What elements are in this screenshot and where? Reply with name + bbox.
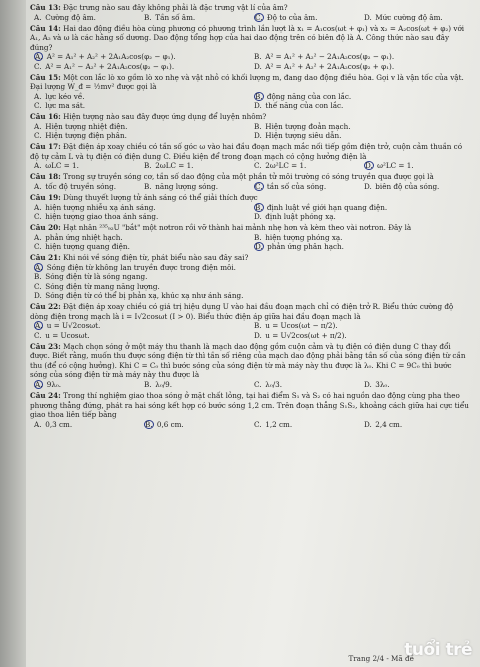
answer-option-d <box>360 420 470 430</box>
option-label: C. <box>34 281 42 291</box>
option-text: tần số của sóng. <box>266 181 327 191</box>
option-text: A² = A₁² − A₂² + 2A₁A₂cos(φ₂ − φ₁). <box>45 61 175 71</box>
answer-option-b <box>250 203 470 213</box>
option-text: năng lượng sóng. <box>155 181 219 191</box>
answer-options <box>30 182 470 192</box>
question-stem <box>30 342 470 380</box>
option-text: ωLC = 1. <box>45 161 79 171</box>
answer-options <box>30 321 470 340</box>
answer-option-b <box>140 182 250 192</box>
option-text: Hiện tượng siêu dẫn. <box>265 131 342 141</box>
newspaper-logo: tuổi trẻ <box>404 639 472 660</box>
option-text: Sóng điện từ không lan truyền được trong điện môi. <box>46 262 236 272</box>
question-text: Hiện tượng nào sau đây được ứng dụng để luyện nhôm? <box>63 112 267 122</box>
question-number: Câu 14: <box>30 23 61 33</box>
question-text: Đặt điện áp xoay chiều có giá trị hiệu dụng U vào hai đầu đoạn mạch chỉ có điện trở R. Biểu thức cường độ dòng điện trong mạch là i = I√2cosωt (I > 0). Biểu thức điện áp giữa hai đầu đoạn mạch là <box>30 302 454 321</box>
option-label: B. <box>144 12 152 22</box>
option-text: ω²LC = 1. <box>377 161 414 171</box>
question-16 <box>30 112 470 141</box>
option-text: A² = A₁² + A₂² + 2A₁A₂cos(φ₂ − φ₁). <box>46 52 176 62</box>
question-stem <box>30 391 470 420</box>
option-label: C. <box>255 12 263 22</box>
option-label: A. <box>35 321 43 331</box>
option-text: u = U√2cos(ωt + π/2). <box>265 330 347 340</box>
option-label: D. <box>365 161 373 171</box>
option-label: B. <box>144 379 152 389</box>
option-label: D. <box>254 61 262 71</box>
option-text: Độ to của âm. <box>266 12 318 22</box>
option-label: B. <box>145 419 153 429</box>
option-label: A. <box>34 161 42 171</box>
question-stem <box>30 3 470 13</box>
question-14 <box>30 24 470 72</box>
option-label: B. <box>254 232 262 242</box>
question-number: Câu 20: <box>30 223 61 233</box>
answer-option-a <box>30 263 470 273</box>
answer-option-c <box>30 282 470 292</box>
answer-options <box>30 52 470 71</box>
answer-option-d <box>250 101 470 111</box>
option-label: D. <box>254 330 262 340</box>
answer-option-d <box>360 380 470 390</box>
option-text: tốc độ truyền sóng. <box>45 181 116 191</box>
option-label: A. <box>34 91 42 101</box>
answer-options <box>30 263 470 301</box>
answer-option-d <box>360 13 470 23</box>
question-number: Câu 16: <box>30 112 61 122</box>
option-label: D. <box>364 379 372 389</box>
answer-options <box>30 13 470 23</box>
option-text: Mức cường độ âm. <box>375 12 443 22</box>
option-text: Tần số âm. <box>155 12 196 22</box>
answer-option-c <box>250 182 360 192</box>
answer-option-d <box>250 212 470 222</box>
option-text: định luật về giới hạn quang điện. <box>266 202 388 212</box>
option-label: A. <box>34 419 42 429</box>
answer-option-b <box>140 13 250 23</box>
option-text: hiện tượng giao thoa ánh sáng. <box>45 212 159 222</box>
option-label: D. <box>364 181 372 191</box>
option-text: biên độ của sóng. <box>375 181 440 191</box>
option-text: λ₀/9. <box>155 379 173 389</box>
question-text: Trong sự truyền sóng cơ, tần số dao động của một phần tử môi trường có sóng truyền qua được gọi là <box>63 172 434 182</box>
answer-option-a <box>30 13 140 23</box>
option-text: u = Ucosωt. <box>45 330 90 340</box>
option-label: B. <box>255 202 263 212</box>
option-label: C. <box>255 181 263 191</box>
question-stem <box>30 112 470 122</box>
answer-option-c <box>30 242 250 252</box>
option-label: D. <box>34 291 42 301</box>
answer-options <box>30 161 470 171</box>
answer-option-a <box>30 52 250 62</box>
question-20 <box>30 223 470 252</box>
answer-options <box>30 122 470 141</box>
option-label: C. <box>34 101 42 111</box>
question-text: Khi nói về sóng điện từ, phát biểu nào sau đây sai? <box>63 253 249 263</box>
question-number: Câu 24: <box>30 391 61 401</box>
answer-option-b <box>30 272 470 282</box>
option-text: lực ma sát. <box>45 101 86 111</box>
option-text: Sóng điện từ có thể bị phản xạ, khúc xạ như ánh sáng. <box>45 291 244 301</box>
question-stem <box>30 24 470 53</box>
answer-option-d <box>360 161 470 171</box>
option-text: hiện tượng phóng xạ. <box>265 232 343 242</box>
option-label: D. <box>364 419 372 429</box>
question-text: Đặt điện áp xoay chiều có tần số góc ω vào hai đầu đoạn mạch mắc nối tiếp gồm điện trở, cuộn cảm thuần có độ tự cảm L và tụ điện có điện dung C. Điều kiện để trong đoạn mạch có cộng hưởng điện là <box>30 142 463 161</box>
page-footer: Trang 2/4 - Mã đề <box>348 653 414 663</box>
option-label: B. <box>255 91 263 101</box>
question-19 <box>30 193 470 222</box>
question-stem <box>30 193 470 203</box>
question-text: Một con lắc lò xo gồm lò xo nhẹ và vật nhỏ có khối lượng m, đang dao động điều hòa. Gọi v là vận tốc của vật. Đại lượng W_đ = ½mv² được gọi là <box>30 72 464 92</box>
answer-option-a <box>30 233 250 243</box>
option-label: C. <box>34 212 42 222</box>
answer-option-c <box>30 131 250 141</box>
answer-option-b <box>140 380 250 390</box>
answer-option-b <box>250 92 470 102</box>
answer-option-c <box>30 62 250 72</box>
question-stem <box>30 223 470 233</box>
answer-options <box>30 420 470 430</box>
option-text: 0,6 cm. <box>156 419 184 429</box>
question-stem <box>30 172 470 182</box>
option-text: 0,3 cm. <box>45 419 73 429</box>
question-18 <box>30 172 470 191</box>
option-text: u = U√2cosωt. <box>46 321 101 331</box>
option-label: D. <box>254 101 262 111</box>
option-text: thế năng của con lắc. <box>265 101 344 111</box>
question-number: Câu 17: <box>30 142 61 152</box>
question-number: Câu 18: <box>30 172 61 182</box>
option-label: B. <box>254 321 262 331</box>
option-label: C. <box>34 61 42 71</box>
option-text: 2ωLC = 1. <box>155 161 194 171</box>
answer-option-c <box>30 212 250 222</box>
question-23 <box>30 342 470 390</box>
answer-option-a <box>30 420 140 430</box>
option-label: C. <box>254 419 262 429</box>
question-number: Câu 15: <box>30 72 61 82</box>
option-label: B. <box>144 181 152 191</box>
question-text: Trong thí nghiệm giao thoa sóng ở mặt chất lỏng, tại hai điểm S₁ và S₂ có hai nguồn dao động cùng pha theo phương thẳng đứng, phát ra hai sóng kết hợp có bước sóng 1,2 cm. Trên đoạn thẳng S₁S₂, khoảng cách giữa hai cực tiểu giao thoa liên tiếp bằng <box>30 391 469 420</box>
answer-option-b <box>250 233 470 243</box>
option-text: Hiện tượng đoản mạch. <box>265 121 351 131</box>
answer-option-b <box>140 420 250 430</box>
answer-options <box>30 203 470 222</box>
question-text: Dùng thuyết lượng tử ánh sáng có thể giải thích được <box>63 193 258 203</box>
option-label: D. <box>255 242 263 252</box>
question-13 <box>30 3 470 22</box>
question-24 <box>30 391 470 429</box>
option-label: D. <box>254 131 262 141</box>
answer-option-b <box>250 122 470 132</box>
option-text: Sóng điện từ mang năng lượng. <box>45 281 160 291</box>
answer-option-a <box>30 122 250 132</box>
option-label: B. <box>254 121 262 131</box>
option-label: C. <box>34 242 42 252</box>
question-text: Mạch chọn sóng ở một máy thu thanh là mạch dao động gồm cuộn cảm và tụ điện có điện dung C thay đổi được. Biết rằng, muốn thu được sóng điện từ thì tần số riêng của mạch dao động phải bằng tần số của sóng điện từ cần thu (để có cộng hưởng). Khi C = C₀ thì bước sóng của sóng điện từ mà máy này thu được là λ₀. Khi C = 9C₀ thì bước sóng của sóng điện từ mà máy này thu được là <box>30 341 466 380</box>
question-15 <box>30 73 470 111</box>
answer-option-b <box>250 52 470 62</box>
answer-option-d <box>250 331 470 341</box>
answer-option-d <box>250 242 470 252</box>
answer-options <box>30 233 470 252</box>
question-number: Câu 13: <box>30 3 61 12</box>
option-text: 3λ₀. <box>375 379 390 389</box>
question-17 <box>30 142 470 171</box>
answer-option-a <box>30 380 140 390</box>
question-number: Câu 19: <box>30 193 61 203</box>
question-stem <box>30 142 470 161</box>
answer-option-a <box>30 321 250 331</box>
question-stem <box>30 253 470 263</box>
answer-option-a <box>30 92 250 102</box>
answer-option-c <box>250 161 360 171</box>
answer-option-c <box>250 13 360 23</box>
option-text: Hiện tượng điện phân. <box>45 131 127 141</box>
option-text: 9λ₀. <box>46 379 62 389</box>
page-edge-shadow <box>0 0 26 667</box>
question-stem <box>30 73 470 92</box>
option-label: C. <box>34 330 42 340</box>
answer-options <box>30 380 470 390</box>
option-label: A. <box>34 202 42 212</box>
answer-option-d <box>360 182 470 192</box>
option-label: D. <box>254 212 262 222</box>
option-text: Hiện tượng nhiệt điện. <box>45 121 128 131</box>
option-text: A² = A₁² + A₂² + 2A₁A₂cos(φ₂ + φ₁). <box>265 61 395 71</box>
answer-option-c <box>30 331 250 341</box>
option-label: A. <box>34 181 42 191</box>
question-22 <box>30 302 470 340</box>
answer-options <box>30 92 470 111</box>
option-text: động năng của con lắc. <box>266 91 352 101</box>
answer-option-c <box>250 420 360 430</box>
question-number: Câu 23: <box>30 341 61 351</box>
question-21 <box>30 253 470 301</box>
answer-option-a <box>30 203 250 213</box>
question-text: Hạt nhân ²³⁵₉₂U "bắt" một nơtron rồi vỡ thành hai mảnh nhẹ hơn và kèm theo vài nơtron. Đây là <box>63 223 412 233</box>
option-text: 2ω²LC = 1. <box>265 161 307 171</box>
option-text: lực kéo về. <box>45 91 85 101</box>
option-label: A. <box>34 232 42 242</box>
option-label: B. <box>34 272 42 282</box>
option-text: A² = A₁² + A₂² − 2A₁A₂cos(φ₂ − φ₁). <box>265 52 395 62</box>
option-text: phản ứng nhiệt hạch. <box>45 232 123 242</box>
option-text: 1,2 cm. <box>265 419 293 429</box>
option-label: A. <box>35 379 43 389</box>
question-number: Câu 21: <box>30 253 61 263</box>
answer-option-a <box>30 161 140 171</box>
option-label: B. <box>254 52 262 62</box>
answer-option-d <box>250 131 470 141</box>
option-text: λ₀/3. <box>265 379 283 389</box>
option-text: Cường độ âm. <box>45 12 96 22</box>
option-label: C. <box>254 379 262 389</box>
answer-option-b <box>250 321 470 331</box>
answer-option-b <box>140 161 250 171</box>
question-list <box>30 3 470 429</box>
option-label: A. <box>34 121 42 131</box>
option-label: A. <box>35 262 43 272</box>
answer-option-d <box>250 62 470 72</box>
answer-option-d <box>30 291 470 301</box>
question-stem <box>30 302 470 321</box>
option-text: Sóng điện từ là sóng ngang. <box>45 272 148 282</box>
option-text: hiện tượng nhiễu xạ ánh sáng. <box>45 202 156 212</box>
question-text: Hai dao động điều hòa cùng phương có phương trình lần lượt là x₁ = A₁cos(ωt + φ₁) và x₂ = A₂cos(ωt + φ₂) với A₁, A₂ và ω là các hằng số dương. Dao động tổng hợp của hai dao động trên có biên độ là A. Công thức nào sau đây đúng? <box>30 23 465 52</box>
option-label: A. <box>34 12 42 22</box>
option-label: D. <box>364 12 372 22</box>
question-text: Đặc trưng nào sau đây không phải là đặc trưng vật lí của âm? <box>63 3 288 12</box>
question-number: Câu 22: <box>30 302 61 312</box>
option-label: B. <box>144 161 152 171</box>
answer-option-a <box>30 182 140 192</box>
answer-option-c <box>30 101 250 111</box>
option-text: u = Ucos(ωt − π/2). <box>265 321 338 331</box>
option-text: 2,4 cm. <box>375 419 403 429</box>
option-label: C. <box>254 161 262 171</box>
option-label: C. <box>34 131 42 141</box>
option-text: định luật phóng xạ. <box>265 212 336 222</box>
answer-option-c <box>250 380 360 390</box>
option-text: phản ứng phân hạch. <box>267 242 344 252</box>
option-text: hiện tượng quang điện. <box>45 242 130 252</box>
option-label: A. <box>35 52 43 62</box>
